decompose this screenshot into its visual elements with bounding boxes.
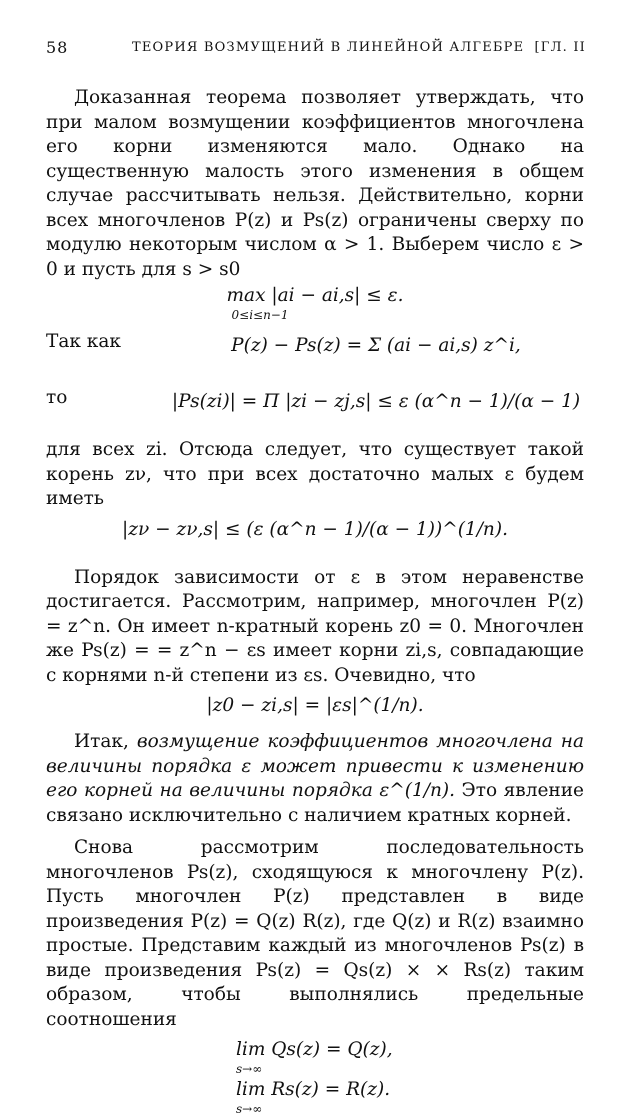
formula-prod: |Ps(zi)| = Π |zi − zj,s| ≤ ε (α^n − 1)/(α − 1)	[171, 391, 581, 412]
running-title: ТЕОРИЯ ВОЗМУЩЕНИЙ В ЛИНЕЙНОЙ АЛГЕБРЕ	[132, 40, 525, 55]
then-line	[46, 382, 584, 438]
paragraph-5: Снова рассмотрим последовательность многочленов Ps(z), сходящуюся к многочлену P(z). Пусть многочлен P(z) представлен в виде произведения P(z) = Q(z) R(z), где Q(z) и R(z) взаимно простые. Представим каждый из многочленов Ps(z) в виде произведения Ps(z) = Qs(z) × × Rs(z) таким образом, чтобы выполнялись предельные соотношения	[46, 837, 584, 1030]
label-since: Так как	[46, 331, 121, 352]
formula-sum: P(z) − Ps(z) = Σ (ai − ai,s) z^i,	[231, 335, 521, 356]
page-body	[46, 86, 584, 1120]
paragraph-4-italic: возмущение коэффициентов многочлена на величины порядка ε может привести к изменению его корней на величины порядка ε^(1/n).	[46, 731, 584, 801]
since-line	[46, 326, 584, 382]
formula-limits	[46, 1038, 584, 1120]
limit-row-r	[236, 1078, 584, 1118]
paragraph-4	[46, 730, 584, 828]
formula-max-main: max |ai − ai,s| ≤ ε.	[226, 285, 404, 306]
formula-eps: |z0 − zi,s| = |εs|^(1/n).	[206, 695, 424, 716]
limit-row-q	[236, 1038, 584, 1078]
formula-max-sub: 0≤i≤n−1	[231, 307, 289, 322]
page-number: 58	[46, 38, 69, 57]
paragraph-4-lead: Итак,	[74, 731, 137, 752]
paragraph-2: для всех zi. Отсюда следует, что существует такой корень zν, что при всех достаточно малых ε будем иметь	[46, 439, 584, 509]
formula-lim-q: lim Qs(z) = Q(z),	[236, 1039, 393, 1060]
running-header	[46, 38, 586, 62]
chapter-label: [ГЛ. II	[534, 40, 586, 55]
formula-root: |zν − zν,s| ≤ (ε (α^n − 1)/(α − 1))^(1/n).	[122, 518, 508, 540]
paragraph-3: Порядок зависимости от ε в этом неравенстве достигается. Рассмотрим, например, многочлен P(z) = z^n. Он имеет n-кратный корень z0 = 0. Многочлен же Ps(z) = = z^n − εs имеет корни zi,s, совпадающие с корнями n-й степени из εs. Очевидно, что	[46, 566, 584, 686]
label-then: то	[46, 387, 68, 408]
limit-sub-q: s→∞	[236, 1061, 263, 1076]
paragraph-4-tail: Это явление связано исключительно с наличием кратных корней.	[46, 780, 584, 826]
formula-lim-r: lim Rs(z) = R(z).	[236, 1079, 391, 1100]
paragraph-1: Доказанная теорема позволяет утверждать, что при малом возмущении коэффициентов многочлена его корни изменяются мало. Однако на существенную малость этого изменения в общем случае рассчитывать нельзя. Действительно, корни всех многочленов P(z) и Ps(z) ограничены сверху по модулю некоторым числом α > 1. Выберем число ε > 0 и пусть для s > s0	[46, 87, 584, 280]
formula-max	[46, 284, 584, 320]
limit-sub-r: s→∞	[236, 1101, 263, 1116]
